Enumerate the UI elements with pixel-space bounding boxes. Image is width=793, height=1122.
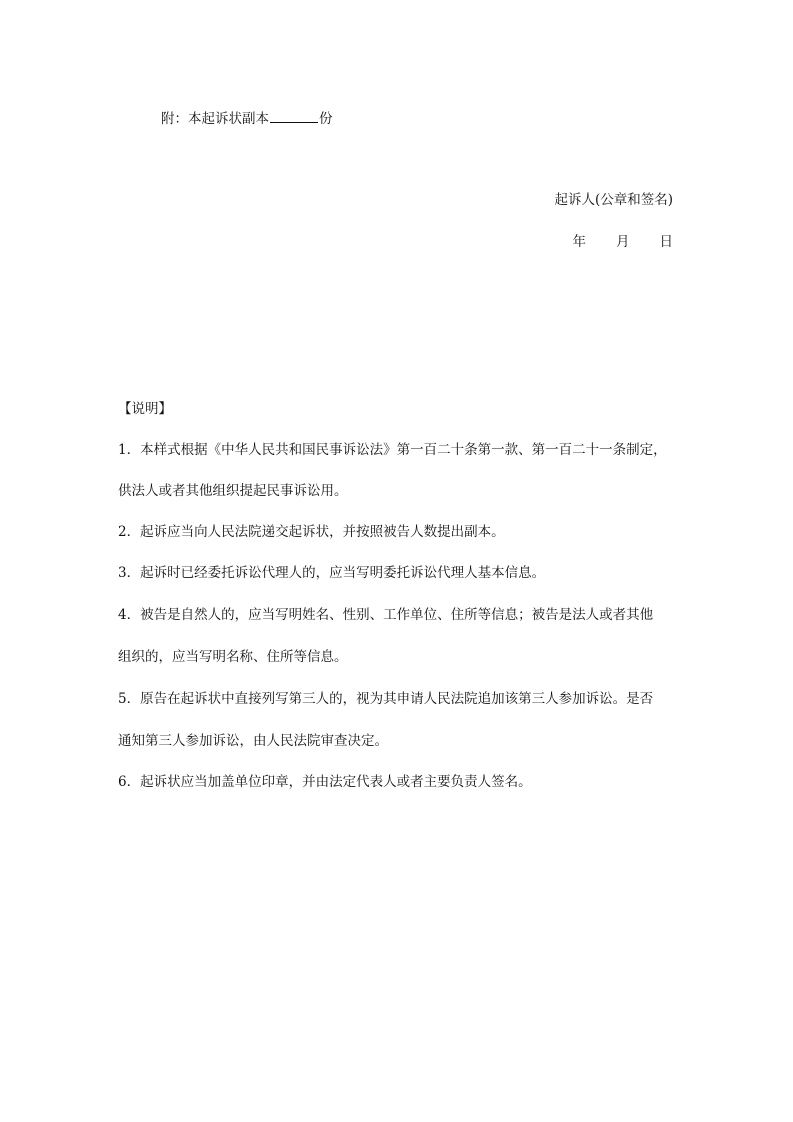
note-line: 2．起诉应当向人民法院递交起诉状，并按照被告人数提出副本。 (118, 524, 505, 540)
signature-label: 起诉人(公章和签名) (554, 192, 673, 208)
date-day: 日 (659, 234, 673, 250)
date-line (573, 233, 674, 251)
note-line: 5．原告在起诉状中直接列写第三人的，视为其申请人民法院追加该第三人参加诉讼。是否 (118, 691, 654, 707)
note-line: 供法人或者其他组织提起民事诉讼用。 (118, 483, 348, 499)
attachment-prefix: 附：本起诉状副本 (161, 111, 269, 127)
attachment-line (161, 108, 333, 128)
note-line: 3．起诉时已经委托诉讼代理人的，应当写明委托诉讼代理人基本信息。 (118, 565, 546, 581)
attachment-suffix: 份 (319, 111, 333, 127)
note-line: 1．本样式根据《中华人民共和国民事诉讼法》第一百二十条第一款、第一百二十一条制定， (118, 442, 667, 458)
copies-blank-field (270, 108, 318, 123)
notes-heading: 【说明】 (118, 401, 172, 417)
note-line: 6．起诉状应当加盖单位印章，并由法定代表人或者主要负责人签名。 (118, 774, 532, 790)
note-line: 4．被告是自然人的，应当写明姓名、性别、工作单位、住所等信息；被告是法人或者其他 (118, 607, 654, 623)
date-month: 月 (616, 234, 630, 250)
note-line: 通知第三人参加诉讼，由人民法院审查决定。 (118, 733, 388, 749)
note-line: 组织的，应当写明名称、住所等信息。 (118, 649, 348, 665)
date-year: 年 (572, 234, 586, 250)
